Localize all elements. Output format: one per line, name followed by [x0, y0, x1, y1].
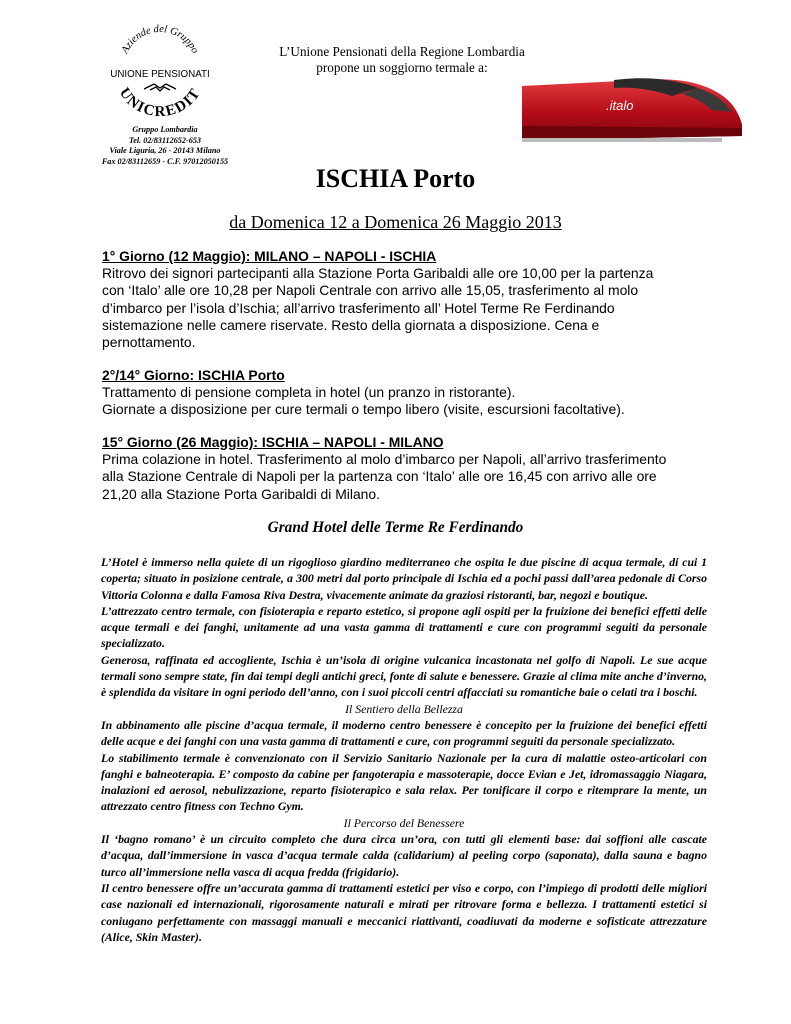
handshake-icon	[144, 84, 176, 91]
hotel-paragraph: Generosa, raffinata ed accogliente, Ischia è un’isola di origine vulcanica incastonata nel golfo di Napoli. Le sue acque termali sono sempre state, fin dai tempi degli antichi greci, fonte di salute e benessere. Grazie al clima mite anche d’inverno, è splendida da visitare in ogni periodo dell’anno, con i suoi piccoli centri affacciati su romantiche baie o celati tra i boschi.	[101, 652, 707, 700]
day-2-14-line: Trattamento di pensione completa in hotel (un pranzo in ristorante).	[102, 384, 516, 401]
day-1-line: pernottamento.	[102, 334, 196, 351]
hotel-paragraph: Il centro benessere offre un’accurata gamma di trattamenti estetici per viso e corpo, con l’impiego di prodotti delle migliori case nazionali ed internazionali, rigorosamente naturali e mirati per ritrovare forma e bellezza. I trattamenti estetici si coniugano perfettamente con massaggi manuali e meccanici riattivanti, coadiuvati da moderne e sofisticate attrezzature (Alice, Skin Master).	[101, 880, 707, 944]
org-phone: Tel. 02/83112652-653	[128, 135, 202, 145]
day-15-line: 21,20 alla Stazione Porta Garibaldi di Milano.	[102, 485, 380, 502]
itinerary-day-15	[102, 434, 706, 503]
org-address-block	[84, 125, 246, 167]
logo-name-text: UNIONE PENSIONATI	[110, 69, 210, 80]
day-15-line: Prima colazione in hotel. Trasferimento al molo d’imbarco per Napoli, all’arrivo trasferimento	[102, 451, 667, 468]
section-subtitle-bellezza: Il Sentiero della Bellezza	[345, 701, 463, 716]
day-1-line: sistemazione nelle camere riservate. Resto della giornata a disposizione. Cena e	[102, 316, 600, 333]
org-fax-cf: Fax 02/83112659 - C.F. 97012050155	[101, 156, 229, 166]
org-group-name: Gruppo Lombardia	[132, 125, 198, 134]
day-15-heading: 15° Giorno (26 Maggio): ISCHIA – NAPOLI - MILANO	[102, 434, 444, 450]
hotel-paragraph: L’attrezzato centro termale, con fisioterapia e reparto estetico, si propone agli ospiti per la fruizione dei benefici effetti delle acque termali e dei fanghi, unitamente ad una vasta gamma di trattamenti e cure con programmi seguiti da personale specializzato.	[101, 603, 707, 651]
day-1-heading: 1° Giorno (12 Maggio): MILANO – NAPOLI - ISCHIA	[102, 248, 437, 264]
unione-pensionati-logo	[100, 22, 220, 122]
day-2-14-heading: 2°/14° Giorno: ISCHIA Porto	[102, 367, 285, 383]
day-1-line: d’imbarco per l’isola d’Ischia; all’arrivo trasferimento all’ Hotel Terme Re Ferdinando	[102, 299, 615, 316]
day-1-line: con ‘Italo’ alle ore 10,28 per Napoli Centrale con arrivo alle 15,05, trasferimento al molo	[102, 282, 639, 299]
trip-dates	[0, 212, 791, 233]
intro-text	[248, 44, 556, 76]
day-2-14-line: Giornate a disposizione per cure termali o tempo libero (visite, escursioni facoltative).	[102, 401, 625, 418]
section-subtitle-benessere: Il Percorso del Benessere	[343, 815, 465, 830]
hotel-description	[101, 554, 707, 945]
itinerary-day-2-14	[102, 367, 706, 419]
day-1-line: Ritrovo dei signori partecipanti alla Stazione Porta Garibaldi alle ore 10,00 per la partenza	[102, 265, 654, 282]
logo-arc-bottom-text: UNICREDIT	[115, 85, 205, 121]
logo-arc-top-text: Aziende del Gruppo	[119, 23, 201, 56]
intro-line-1: L’Unione Pensionati della Regione Lombardia	[279, 44, 525, 59]
hotel-paragraph: Il ‘bagno romano’ è un circuito completo che dura circa un’ora, con tutti gli elementi base: dai soffioni alle cascate d’acqua, dall’immersione in vasca d’acqua termale calda (calidarium) al peeling corpo (saponata), dalla sauna e bagno turco all’immersione nella vasca di acqua fredda (frigidario).	[101, 832, 707, 879]
hotel-title: Grand Hotel delle Terme Re Ferdinando	[267, 519, 524, 536]
italo-brand-text: .italo	[606, 98, 634, 113]
hotel-paragraph: Lo stabilimento termale è convenzionato con il Servizio Sanitario Nazionale per la cura di malattie osteo-articolari con fanghi e balneoterapia. E’ composto da cabine per fangoterapia e massoterapie, docce Evian e Jet, idromassaggio Niagara, inalazioni ed aerosol, nebulizzazione, reparto fisioterapico e sala relax. Per tonificare il corpo e ritemprare la mente, un attrezzato centro fitness con Techno Gym.	[101, 750, 707, 814]
hotel-paragraph: L’Hotel è immerso nella quiete di un rigoglioso giardino mediterraneo che ospita le due piscine di acqua termale, di cui 1 coperta; situato in posizione centrale, a 300 metri dal porto principale di Ischia ed a pochi passi dall’area pedonale di Corso Vittoria Colonna e dalla Famosa Riva Destra, vivacemente animate da graziosi ristoranti, bar, negozi e boutique.	[101, 555, 707, 602]
itinerary-day-1	[102, 248, 706, 351]
trip-dates-text: da Domenica 12 a Domenica 26 Maggio 2013	[229, 212, 562, 232]
org-address: Viale Liguria, 26 - 20143 Milano	[109, 146, 221, 155]
intro-line-2: propone un soggiorno termale a:	[316, 60, 488, 75]
italo-train-image	[522, 66, 746, 148]
page-title: ISCHIA Porto	[315, 164, 476, 193]
hotel-paragraph: In abbinamento alle piscine d’acqua termale, il moderno centro benessere è concepito per la fruizione dei benefici effetti delle acque e dei fanghi con una vasta gamma di trattamenti e cure, con programmi seguiti da personale specializzato.	[101, 717, 707, 749]
day-15-line: alla Stazione Centrale di Napoli per la partenza con ‘Italo’ alle ore 16,45 con arrivo alle ore	[102, 468, 657, 485]
